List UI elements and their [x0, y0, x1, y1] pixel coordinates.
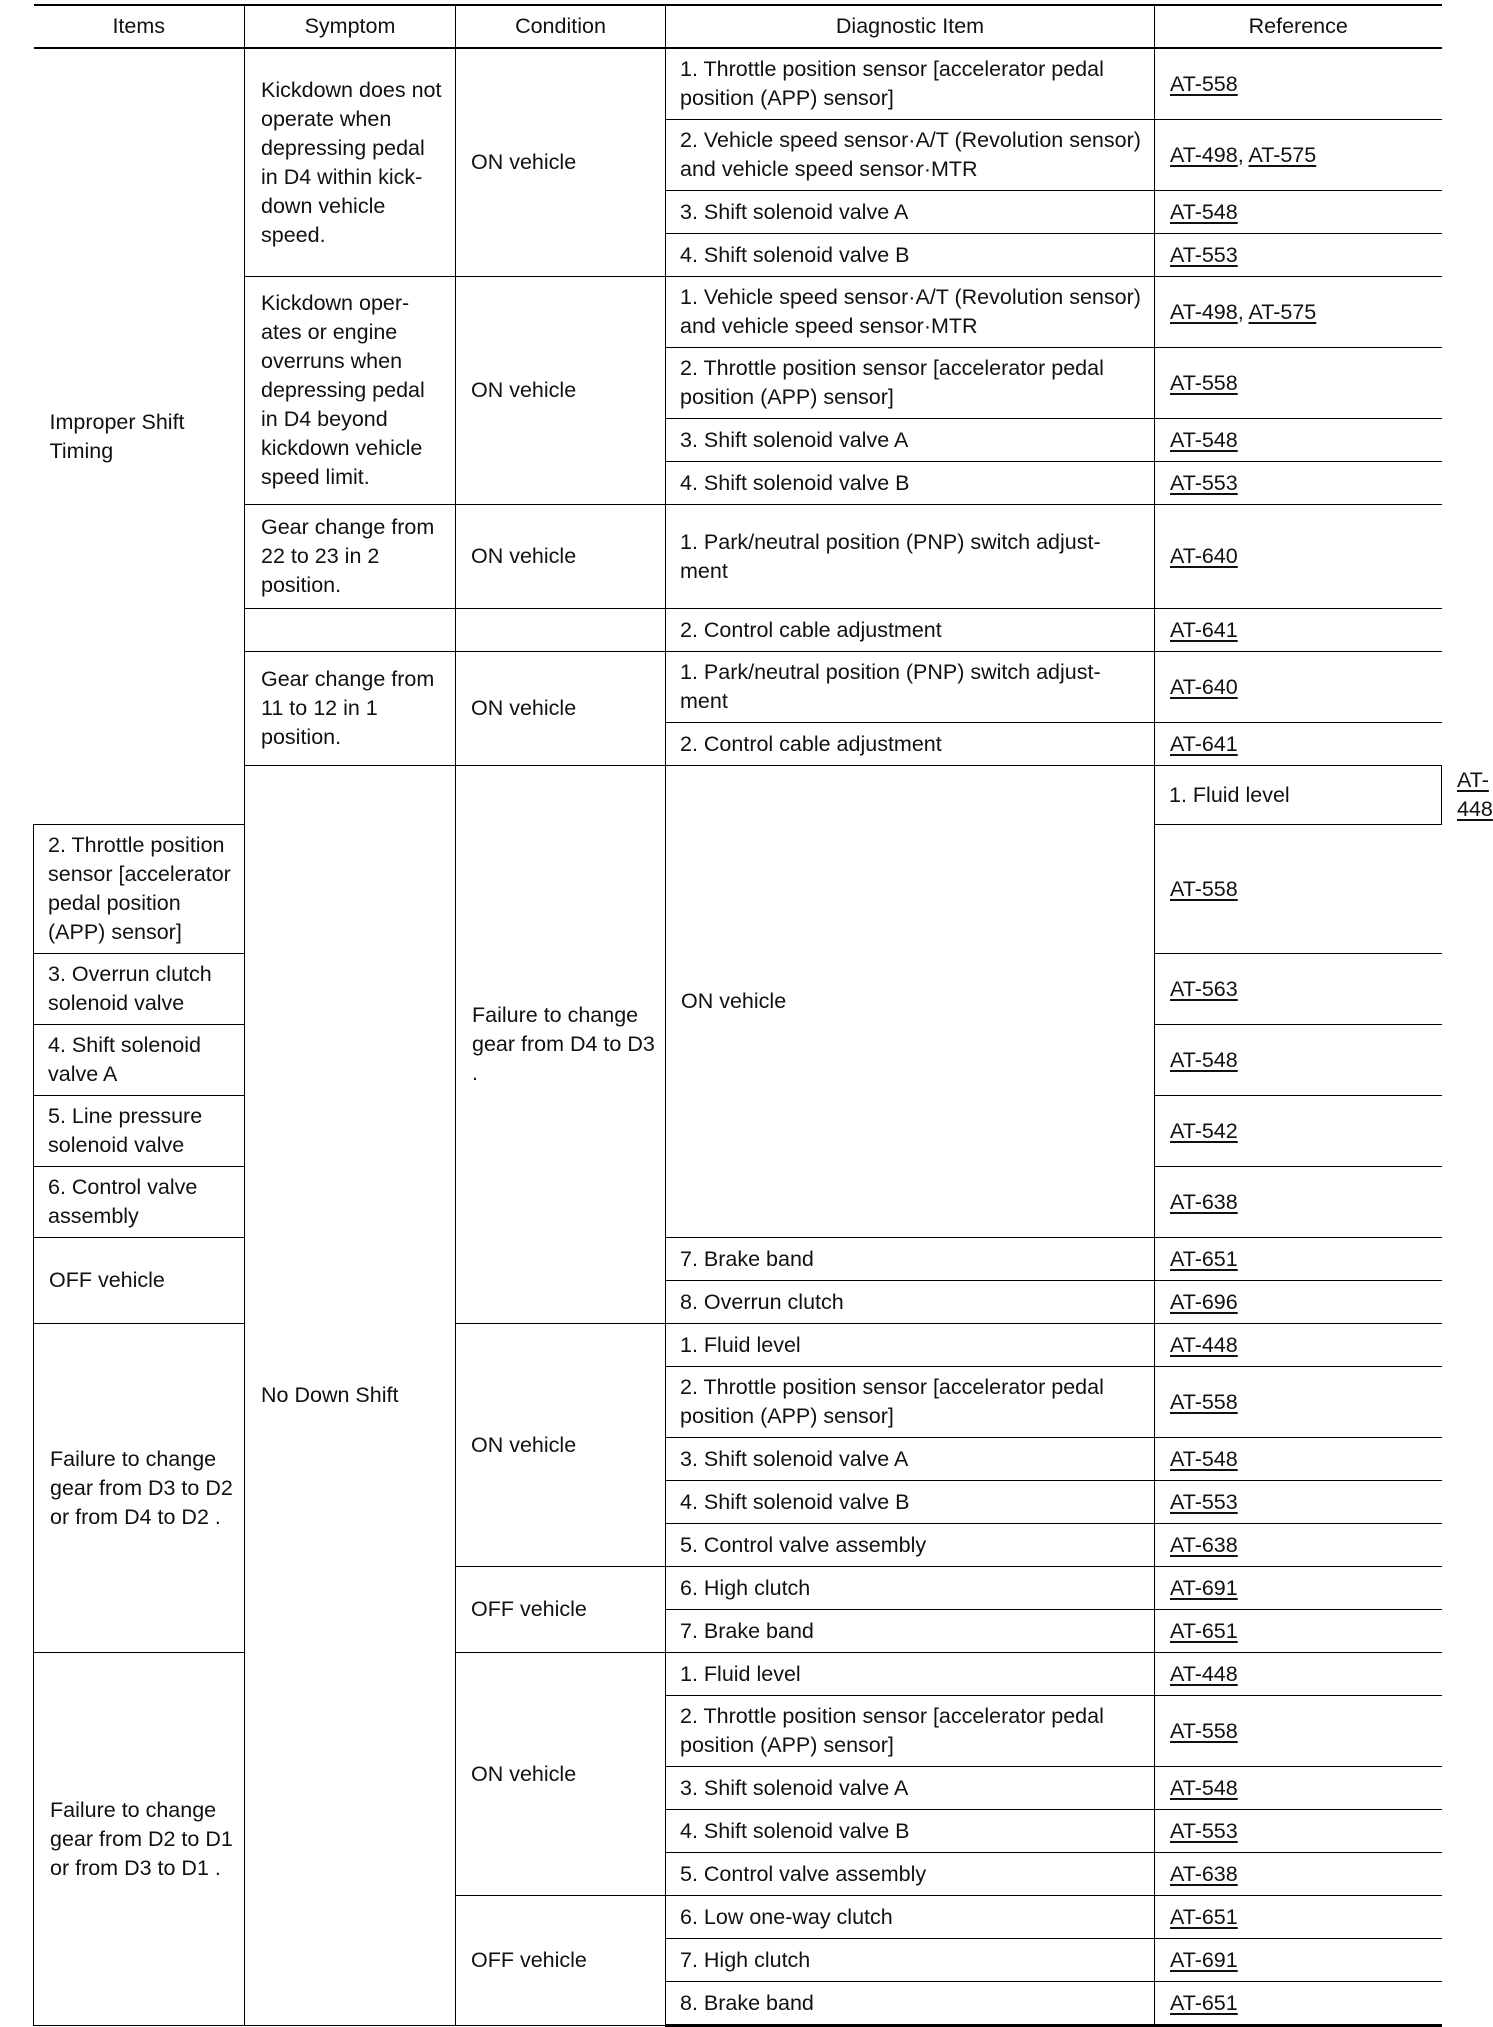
reference-link[interactable]: AT-553	[1170, 1489, 1238, 1514]
header-diagnostic-item: Diagnostic Item	[666, 5, 1155, 48]
diagnostic-item: 8. Brake band	[666, 1982, 1155, 2026]
diagnostic-item: 2. Control cable adjustment	[666, 723, 1155, 766]
reference-cell	[1155, 1982, 1442, 2026]
reference-cell	[1155, 191, 1442, 234]
reference-cell	[1155, 1653, 1442, 1696]
reference-link[interactable]: AT-638	[1170, 1532, 1238, 1557]
reference-cell	[1155, 954, 1442, 1025]
reference-cell	[1155, 652, 1442, 723]
item-improper-shift-timing: Improper Shift Timing	[34, 48, 245, 825]
diagnostic-item: 5. Line pressure solenoid valve	[34, 1096, 245, 1167]
header-items: Items	[34, 5, 245, 48]
reference-cell	[1155, 1696, 1442, 1767]
header-condition: Condition	[456, 5, 666, 48]
symptom-empty	[245, 609, 456, 652]
diagnostic-item: 3. Shift solenoid valve A	[666, 191, 1155, 234]
reference-cell	[1155, 120, 1442, 191]
diagnostic-item: 4. Shift solenoid valve B	[666, 234, 1155, 277]
diagnostic-item: 1. Fluid level	[666, 1324, 1155, 1367]
reference-cell	[1155, 1767, 1442, 1810]
diagnostic-item: 2. Vehicle speed sensor·A/T (Revolution sensor) and vehicle speed sensor·MTR	[666, 120, 1155, 191]
header-row	[34, 5, 1442, 48]
condition-off-vehicle: OFF vehicle	[456, 1896, 666, 2026]
diagnostic-item: 3. Shift solenoid valve A	[666, 419, 1155, 462]
reference-link[interactable]: AT-558	[1170, 370, 1238, 395]
reference-link[interactable]: AT-553	[1170, 242, 1238, 267]
reference-link[interactable]: AT-558	[1170, 1718, 1238, 1743]
reference-cell	[1155, 419, 1442, 462]
condition-on-vehicle: ON vehicle	[666, 766, 1155, 1238]
reference-link[interactable]: AT-558	[1170, 1389, 1238, 1414]
diagnostic-item: 4. Shift solenoid valve B	[666, 1481, 1155, 1524]
reference-link[interactable]: AT-638	[1170, 1189, 1238, 1214]
reference-link[interactable]: AT-575	[1248, 142, 1317, 167]
reference-link[interactable]: AT-640	[1170, 674, 1238, 699]
symptom-gear-change-2-position: Gear change from 22 to 23 in 2 position.	[245, 505, 456, 609]
symptom-d2-to-d1: Failure to change gear from D2 to D1 or from D3 to D1 .	[34, 1653, 245, 2026]
reference-cell	[1155, 1238, 1442, 1281]
reference-cell	[1155, 1438, 1442, 1481]
diagnostic-item: 2. Throttle position sensor [accelerator pedal position (APP) sensor]	[34, 825, 245, 954]
diagnostic-item: 7. Brake band	[666, 1610, 1155, 1653]
condition-on-vehicle: ON vehicle	[456, 1653, 666, 1896]
diagnostic-item: 8. Overrun clutch	[666, 1281, 1155, 1324]
diagnostic-item: 2. Throttle position sensor [accelerator pedal position (APP) sensor]	[666, 1367, 1155, 1438]
reference-cell	[1155, 462, 1442, 505]
table-row	[34, 48, 1442, 120]
reference-cell	[1155, 1810, 1442, 1853]
reference-cell	[1155, 48, 1442, 120]
reference-link[interactable]: AT-575	[1248, 299, 1317, 324]
reference-cell	[1155, 1167, 1442, 1238]
reference-cell	[1155, 1610, 1442, 1653]
condition-off-vehicle: OFF vehicle	[456, 1567, 666, 1653]
reference-link[interactable]: AT-548	[1170, 1775, 1238, 1800]
symptom-d3-to-d2: Failure to change gear from D3 to D2 or from D4 to D2 .	[34, 1324, 245, 1653]
condition-empty	[456, 609, 666, 652]
reference-link[interactable]: AT-651	[1170, 1990, 1238, 2015]
diagnostic-item: 7. High clutch	[666, 1939, 1155, 1982]
reference-cell	[1155, 1096, 1442, 1167]
reference-link[interactable]: AT-641	[1170, 731, 1238, 756]
reference-cell	[1155, 277, 1442, 348]
diagnostic-item: 1. Throttle position sensor [accelerator pedal position (APP) sensor]	[666, 48, 1155, 120]
symptom-kickdown-not-operate: Kickdown does not operate when depressing pedal in D4 within kick-down vehicle speed.	[245, 48, 456, 277]
condition-on-vehicle: ON vehicle	[456, 652, 666, 766]
condition-on-vehicle: ON vehicle	[456, 277, 666, 505]
diagnostic-item: 5. Control valve assembly	[666, 1853, 1155, 1896]
reference-cell	[1155, 234, 1442, 277]
diagnostic-item: 4. Shift solenoid valve A	[34, 1025, 245, 1096]
reference-link[interactable]: AT-548	[1170, 1446, 1238, 1471]
diagnostic-item: 7. Brake band	[666, 1238, 1155, 1281]
reference-link[interactable]: AT-563	[1170, 976, 1238, 1001]
diagnostic-item: 3. Shift solenoid valve A	[666, 1767, 1155, 1810]
reference-cell	[1155, 1939, 1442, 1982]
reference-cell	[1155, 1324, 1442, 1367]
diagnostic-item: 1. Fluid level	[666, 1653, 1155, 1696]
reference-separator: ,	[1237, 142, 1249, 167]
reference-cell	[1155, 1896, 1442, 1939]
reference-link[interactable]: AT-640	[1170, 544, 1238, 568]
reference-link[interactable]: AT-498	[1170, 299, 1238, 324]
reference-link[interactable]: AT-651	[1170, 1904, 1238, 1929]
reference-link[interactable]: AT-696	[1170, 1289, 1238, 1314]
condition-on-vehicle: ON vehicle	[456, 1324, 666, 1567]
condition-on-vehicle: ON vehicle	[456, 48, 666, 277]
diagnostic-item: 2. Throttle position sensor [accelerator pedal position (APP) sensor]	[666, 1696, 1155, 1767]
diagnostic-item: 4. Shift solenoid valve B	[666, 462, 1155, 505]
diagnostic-item: 2. Throttle position sensor [accelerator pedal position (APP) sensor]	[666, 348, 1155, 419]
reference-link[interactable]: AT-448	[1457, 768, 1493, 821]
reference-cell	[1155, 1524, 1442, 1567]
reference-link[interactable]: AT-691	[1170, 1575, 1238, 1600]
item-no-down-shift: No Down Shift	[245, 766, 456, 2026]
symptom-kickdown-overruns: Kickdown oper-ates or engine overruns when depressing pedal in D4 beyond kickdown vehicle speed limit.	[245, 277, 456, 505]
reference-link[interactable]: AT-553	[1170, 1818, 1238, 1843]
reference-cell	[1155, 609, 1442, 652]
diagnostic-item: 2. Control cable adjustment	[666, 609, 1155, 652]
diagnostic-item: 1. Fluid level	[1155, 766, 1442, 825]
diagnostic-table	[33, 4, 1493, 2027]
header-symptom: Symptom	[245, 5, 456, 48]
reference-cell	[1155, 1567, 1442, 1610]
reference-link[interactable]: AT-548	[1170, 199, 1238, 224]
reference-cell	[1155, 1281, 1442, 1324]
table-row	[34, 505, 1442, 609]
condition-off-vehicle: OFF vehicle	[34, 1238, 245, 1324]
reference-link[interactable]: AT-542	[1170, 1118, 1238, 1143]
diagnostic-item: 3. Shift solenoid valve A	[666, 1438, 1155, 1481]
reference-cell	[1155, 723, 1442, 766]
reference-cell	[1155, 1367, 1442, 1438]
header-reference: Reference	[1155, 5, 1442, 48]
reference-cell	[1155, 1481, 1442, 1524]
diagnostic-item: 1. Vehicle speed sensor·A/T (Revolution sensor) and vehicle speed sensor·MTR	[666, 277, 1155, 348]
reference-link[interactable]: AT-641	[1170, 617, 1238, 642]
diagnostic-item: 1. Park/neutral position (PNP) switch adjust-ment	[666, 652, 1155, 723]
table-row	[34, 766, 1442, 825]
reference-link[interactable]: AT-553	[1170, 470, 1238, 495]
condition-on-vehicle: ON vehicle	[456, 505, 666, 609]
reference-cell	[1155, 825, 1442, 954]
reference-cell	[1155, 505, 1442, 609]
reference-link[interactable]: AT-691	[1170, 1947, 1238, 1972]
diagnostic-item: 1. Park/neutral position (PNP) switch adjust-ment	[666, 505, 1155, 609]
reference-link[interactable]: AT-448	[1170, 1661, 1238, 1686]
table-row	[34, 652, 1442, 723]
reference-link[interactable]: AT-651	[1170, 1618, 1238, 1643]
reference-link[interactable]: AT-651	[1170, 1246, 1238, 1271]
diagnostic-item: 5. Control valve assembly	[666, 1524, 1155, 1567]
table-row	[34, 277, 1442, 348]
table-row	[34, 609, 1442, 652]
reference-cell	[1155, 348, 1442, 419]
diagnostic-item: 4. Shift solenoid valve B	[666, 1810, 1155, 1853]
reference-link[interactable]: AT-558	[1170, 71, 1238, 96]
reference-cell	[1155, 1025, 1442, 1096]
reference-link[interactable]: AT-448	[1170, 1332, 1238, 1357]
reference-link[interactable]: AT-548	[1170, 1047, 1238, 1072]
reference-cell	[1155, 1853, 1442, 1896]
diagnostic-item: 3. Overrun clutch solenoid valve	[34, 954, 245, 1025]
reference-link[interactable]: AT-638	[1170, 1861, 1238, 1886]
symptom-d4-to-d3: Failure to change gear from D4 to D3 .	[456, 766, 666, 1324]
reference-separator: ,	[1237, 299, 1249, 324]
symptom-gear-change-1-position: Gear change from 11 to 12 in 1 position.	[245, 652, 456, 766]
diagnostic-item: 6. High clutch	[666, 1567, 1155, 1610]
diagnostic-item: 6. Low one-way clutch	[666, 1896, 1155, 1939]
reference-link[interactable]: AT-558	[1170, 876, 1238, 901]
reference-link[interactable]: AT-548	[1170, 427, 1238, 452]
reference-link[interactable]: AT-498	[1170, 142, 1238, 167]
diagnostic-item: 6. Control valve assembly	[34, 1167, 245, 1238]
